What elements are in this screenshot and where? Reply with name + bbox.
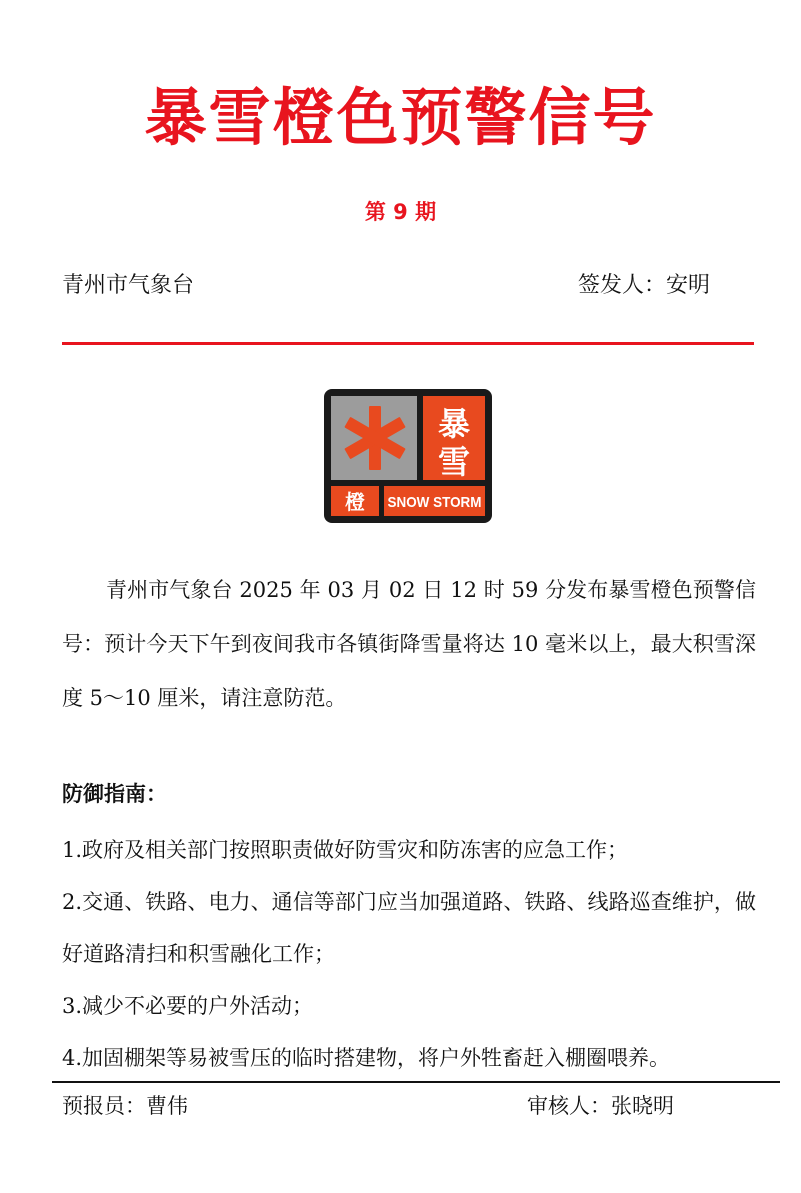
guide-item: 3.减少不必要的户外活动； bbox=[62, 994, 314, 1018]
guide-item: 2.交通、铁路、电力、通信等部门应当加强道路、铁路、线路巡查维护，做好道路清扫和积雪融化工作； bbox=[62, 890, 756, 966]
snowstorm-orange-warning-icon bbox=[324, 389, 492, 523]
guide-list bbox=[62, 824, 756, 1084]
icon-level-char: 橙 bbox=[345, 490, 365, 514]
header-divider bbox=[62, 342, 754, 345]
reviewer-label: 审核人：张晓明 bbox=[527, 1094, 674, 1118]
warning-body-paragraph: 青州市气象台 2025 年 03 月 02 日 12 时 59 分发布暴雪橙色预警信号：预计今天下午到夜间我市各镇街降雪量将达 10 毫米以上，最大积雪深度 5～10 厘米，请注意防范。 bbox=[62, 578, 756, 710]
document-title: 暴雪橙色预警信号 bbox=[144, 81, 657, 154]
signer-label: 签发人：安明 bbox=[578, 273, 711, 298]
icon-char-bottom: 雪 bbox=[437, 443, 471, 481]
guide-item: 4.加固棚架等易被雪压的临时搭建物，将户外牲畜赶入棚圈喂养。 bbox=[62, 1046, 671, 1070]
guide-item: 1.政府及相关部门按照职责做好防雪灾和防冻害的应急工作； bbox=[62, 838, 629, 862]
footer-divider bbox=[52, 1081, 780, 1083]
icon-char-top: 暴 bbox=[437, 405, 471, 443]
issuer-name: 青州市气象台 bbox=[62, 273, 195, 298]
guide-heading: 防御指南： bbox=[62, 781, 167, 806]
issue-number: 第 9 期 bbox=[364, 200, 437, 224]
forecaster-label: 预报员：曹伟 bbox=[62, 1094, 188, 1118]
icon-english-label: SNOW STORM bbox=[387, 494, 482, 511]
